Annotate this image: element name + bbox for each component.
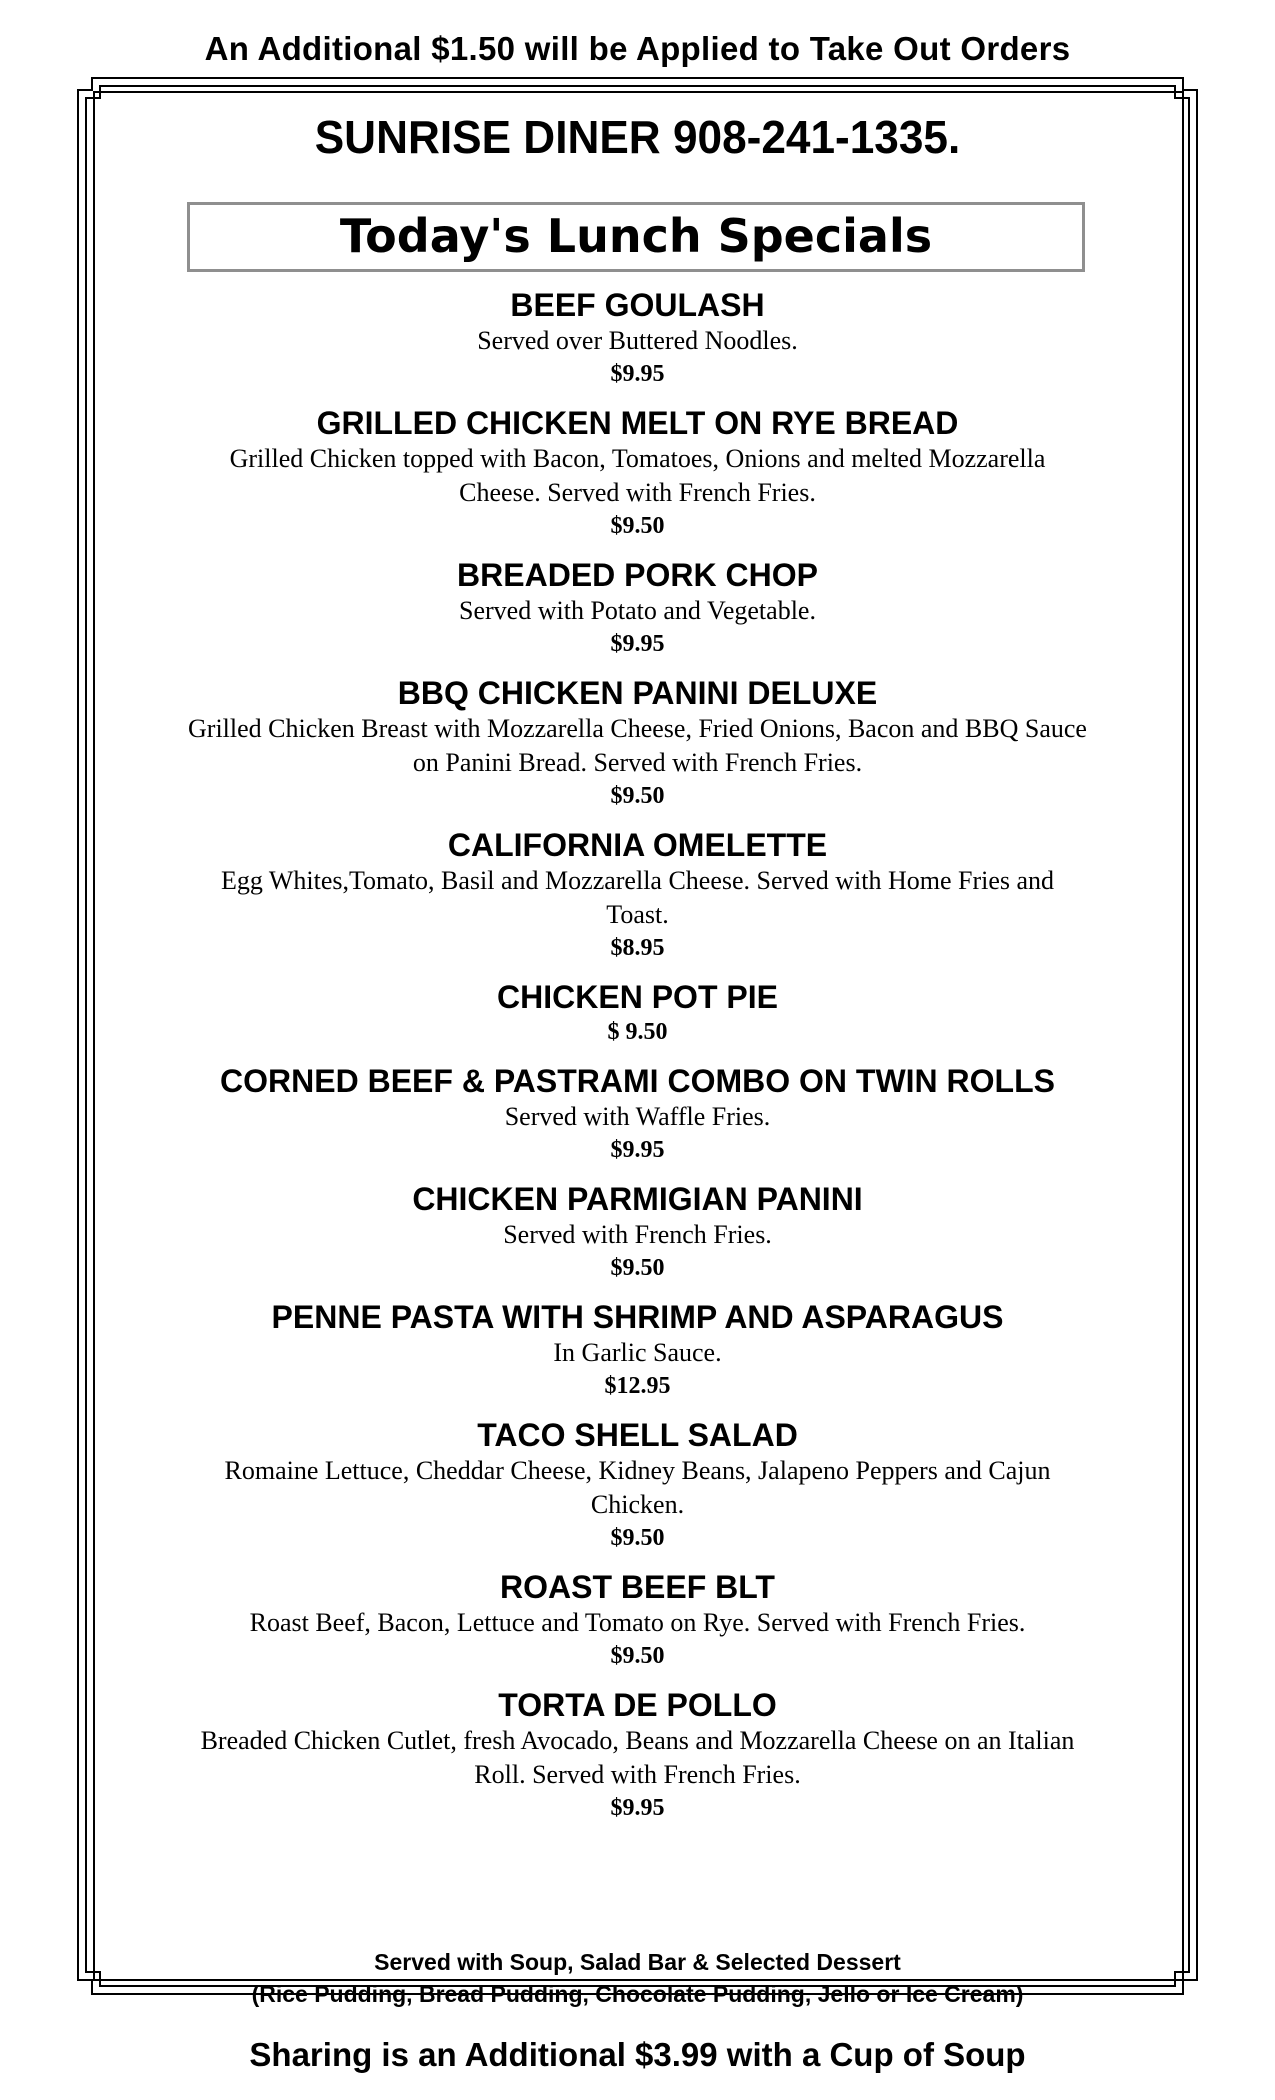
item-description: Egg Whites,Tomato, Basil and Mozzarella Cheese. Served with Home Fries and Toast. [220, 866, 1055, 929]
item-name: TORTA DE POLLO [498, 1687, 777, 1723]
item-price: $8.95 [610, 935, 665, 961]
menu-list [180, 286, 1095, 1838]
sharing-notice: Sharing is an Additional $3.99 with a Cup of Soup [249, 2036, 1026, 2073]
item-price: $9.50 [610, 1255, 665, 1281]
menu-item [180, 404, 1095, 542]
item-name: TACO SHELL SALAD [477, 1417, 798, 1453]
item-name: ROAST BEEF BLT [500, 1569, 775, 1605]
item-price: $ 9.50 [607, 1019, 668, 1045]
menu-item [180, 826, 1095, 964]
item-price: $9.95 [610, 1137, 665, 1163]
item-description: Breaded Chicken Cutlet, fresh Avocado, Beans and Mozzarella Cheese on an Italian Roll. Served with French Fries. [200, 1726, 1075, 1789]
menu-item [180, 1568, 1095, 1672]
menu-item [180, 1416, 1095, 1554]
item-price: $9.50 [610, 783, 665, 809]
menu-item [180, 1686, 1095, 1824]
menu-item [180, 1062, 1095, 1166]
restaurant-name: SUNRISE DINER 908-241-1335. [314, 111, 961, 163]
item-description: Roast Beef, Bacon, Lettuce and Tomato on Rye. Served with French Fries. [249, 1608, 1026, 1637]
item-description: Served with Potato and Vegetable. [459, 596, 816, 625]
takeout-notice: An Additional $1.50 will be Applied to Take Out Orders [204, 30, 1071, 67]
item-price: $12.95 [604, 1373, 671, 1399]
item-name: CORNED BEEF & PASTRAMI COMBO ON TWIN ROLLS [220, 1063, 1055, 1099]
item-description: Served with Waffle Fries. [504, 1102, 771, 1131]
item-name: CALIFORNIA OMELETTE [447, 827, 828, 863]
menu-item [180, 1298, 1095, 1402]
item-name: BBQ CHICKEN PANINI DELUXE [397, 675, 878, 711]
menu-item [180, 674, 1095, 812]
item-description: Served over Buttered Noodles. [477, 326, 798, 355]
item-price: $9.50 [610, 513, 665, 539]
item-price: $9.95 [610, 1795, 665, 1821]
menu-item [180, 556, 1095, 660]
dessert-options: (Rice Pudding, Bread Pudding, Chocolate Pudding, Jello or Ice Cream) [251, 1981, 1024, 2007]
served-with-text: Served with Soup, Salad Bar & Selected Dessert [374, 1949, 901, 1975]
item-name: BEEF GOULASH [510, 287, 765, 323]
item-name: PENNE PASTA WITH SHRIMP AND ASPARAGUS [271, 1299, 1004, 1335]
item-price: $9.50 [610, 1525, 665, 1551]
item-description: Romaine Lettuce, Cheddar Cheese, Kidney Beans, Jalapeno Peppers and Cajun Chicken. [224, 1456, 1051, 1519]
item-price: $9.95 [610, 361, 665, 387]
item-description: In Garlic Sauce. [553, 1338, 722, 1367]
page-title: Today's Lunch Specials [187, 202, 1085, 272]
item-name: GRILLED CHICKEN MELT ON RYE BREAD [316, 405, 959, 441]
item-name: BREADED PORK CHOP [457, 557, 818, 593]
item-price: $9.50 [610, 1643, 665, 1669]
menu-item [180, 978, 1095, 1048]
item-description: Grilled Chicken topped with Bacon, Tomatoes, Onions and melted Mozzarella Cheese. Served with French Fries. [229, 444, 1046, 507]
item-description: Served with French Fries. [503, 1220, 772, 1249]
footer-info [0, 1946, 1275, 2010]
menu-item [180, 286, 1095, 390]
item-name: CHICKEN POT PIE [497, 979, 778, 1015]
item-description: Grilled Chicken Breast with Mozzarella Cheese, Fried Onions, Bacon and BBQ Sauce on Panini Bread. Served with French Fries. [188, 714, 1087, 777]
item-price: $9.95 [610, 631, 665, 657]
menu-item [180, 1180, 1095, 1284]
item-name: CHICKEN PARMIGIAN PANINI [412, 1181, 863, 1217]
